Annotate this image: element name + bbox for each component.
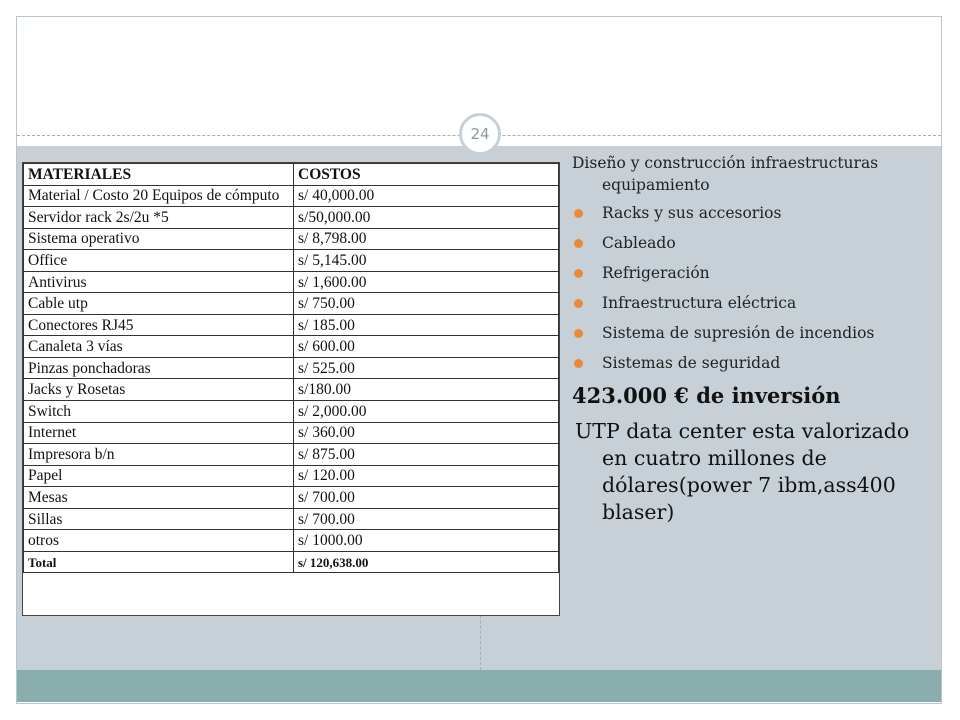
total-value: s/ 120,638.00 — [294, 551, 559, 573]
cost-cell: s/ 875.00 — [294, 444, 559, 466]
bullet-item — [572, 233, 940, 254]
cost-cell: s/ 1,600.00 — [294, 271, 559, 293]
header-materiales: MATERIALES — [24, 164, 294, 186]
bullet-dot-icon — [574, 359, 583, 368]
bullet-list — [572, 203, 940, 374]
cost-cell: s/ 40,000.00 — [294, 185, 559, 207]
cost-cell: s/ 5,145.00 — [294, 250, 559, 272]
cost-table — [22, 162, 560, 616]
total-label: Total — [24, 551, 294, 573]
material-cell: Papel — [24, 465, 294, 487]
cost-cell: s/ 360.00 — [294, 422, 559, 444]
bullet-text: Sistema de supresión de incendios — [602, 324, 875, 342]
cost-cell: s/ 120.00 — [294, 465, 559, 487]
table-row — [24, 336, 559, 358]
bullet-item — [572, 353, 940, 374]
table-row — [24, 401, 559, 423]
table-row — [24, 465, 559, 487]
material-cell: Material / Costo 20 Equipos de cómputo — [24, 185, 294, 207]
material-cell: Impresora b/n — [24, 444, 294, 466]
table-row — [24, 487, 559, 509]
material-cell: Antivirus — [24, 271, 294, 293]
material-cell: Pinzas ponchadoras — [24, 357, 294, 379]
cost-cell: s/ 8,798.00 — [294, 228, 559, 250]
table-row — [24, 508, 559, 530]
header-costos: COSTOS — [294, 164, 559, 186]
bullet-dot-icon — [574, 299, 583, 308]
cost-cell: s/ 750.00 — [294, 293, 559, 315]
material-cell: Switch — [24, 401, 294, 423]
table-row — [24, 444, 559, 466]
table-row — [24, 379, 559, 401]
table-row — [24, 357, 559, 379]
page-number: 24 — [459, 113, 501, 155]
bullet-text: Sistemas de seguridad — [602, 354, 781, 372]
bullet-text: Cableado — [602, 234, 676, 252]
material-cell: otros — [24, 530, 294, 552]
bullet-item — [572, 293, 940, 314]
table-row — [24, 228, 559, 250]
material-cell: Conectores RJ45 — [24, 314, 294, 336]
cost-cell: s/ 700.00 — [294, 487, 559, 509]
cost-cell: s/50,000.00 — [294, 207, 559, 229]
bullet-text: Racks y sus accesorios — [602, 204, 782, 222]
table-row — [24, 314, 559, 336]
material-cell: Jacks y Rosetas — [24, 379, 294, 401]
table-row — [24, 293, 559, 315]
material-cell: Cable utp — [24, 293, 294, 315]
material-cell: Sistema operativo — [24, 228, 294, 250]
material-cell: Servidor rack 2s/2u *5 — [24, 207, 294, 229]
table-row — [24, 530, 559, 552]
cost-cell: s/ 525.00 — [294, 357, 559, 379]
material-cell: Mesas — [24, 487, 294, 509]
bullet-dot-icon — [574, 239, 583, 248]
content-column — [572, 152, 940, 526]
bullet-dot-icon — [574, 269, 583, 278]
investment-text: 423.000 € de inversión — [572, 383, 841, 408]
table-row — [24, 271, 559, 293]
table-total-row — [24, 551, 559, 573]
table-row — [24, 207, 559, 229]
table-header-row — [24, 164, 559, 186]
bullet-dot-icon — [574, 209, 583, 218]
bullet-item — [572, 263, 940, 284]
material-cell: Internet — [24, 422, 294, 444]
cost-cell: s/ 1000.00 — [294, 530, 559, 552]
bullet-item — [572, 203, 940, 224]
material-cell: Canaleta 3 vías — [24, 336, 294, 358]
material-cell: Office — [24, 250, 294, 272]
cost-cell: s/ 185.00 — [294, 314, 559, 336]
material-cell: Sillas — [24, 508, 294, 530]
table-row — [24, 250, 559, 272]
cost-cell: s/ 600.00 — [294, 336, 559, 358]
bullet-item — [572, 323, 940, 344]
lead-text: Diseño y construcción infraestructuras equipamiento — [572, 154, 879, 194]
footer-band — [17, 670, 941, 702]
bullet-text: Infraestructura eléctrica — [602, 294, 797, 312]
cost-cell: s/180.00 — [294, 379, 559, 401]
bullet-text: Refrigeración — [602, 264, 710, 282]
cost-cell: s/ 2,000.00 — [294, 401, 559, 423]
bullet-dot-icon — [574, 329, 583, 338]
utp-paragraph: UTP data center esta valorizado en cuatro millones de dólares(power 7 ibm,ass400 blaser) — [575, 419, 910, 524]
table-row — [24, 185, 559, 207]
table-row — [24, 422, 559, 444]
cost-cell: s/ 700.00 — [294, 508, 559, 530]
